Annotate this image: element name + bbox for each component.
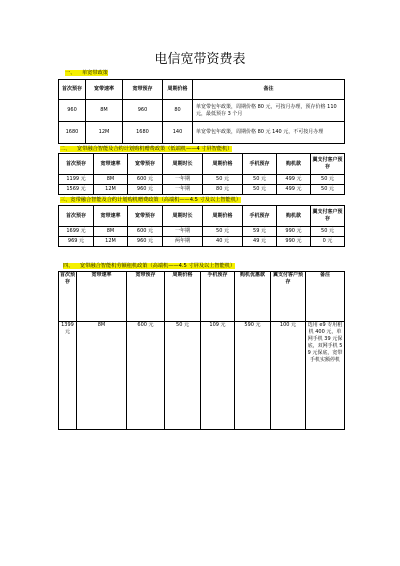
table-cell: 990 元 bbox=[277, 227, 311, 237]
section1-heading bbox=[65, 70, 108, 77]
header-cell: 首次预存 bbox=[59, 272, 77, 322]
header-cell: 首次预存 bbox=[59, 206, 94, 227]
table-header-row bbox=[59, 206, 345, 227]
header-cell: 翼支付客户预存 bbox=[271, 272, 306, 322]
table-row bbox=[59, 100, 345, 122]
header-cell: 宽带预存 bbox=[127, 272, 165, 322]
table-cell: 12M bbox=[94, 237, 128, 247]
header-cell: 翼支付客户预存 bbox=[311, 154, 345, 175]
section2-heading bbox=[60, 146, 232, 153]
header-cell: 首次预存 bbox=[59, 154, 94, 175]
table-cell: 两年期 bbox=[163, 237, 203, 247]
table-cell: 8M bbox=[77, 322, 127, 430]
section1-heading-text: 单宽带政策 bbox=[82, 70, 108, 76]
table-cell: 12M bbox=[86, 122, 123, 144]
header-cell: 首次预存 bbox=[59, 80, 86, 100]
table-cell: 1199 元 bbox=[59, 175, 94, 185]
header-cell: 手机预存 bbox=[243, 206, 277, 227]
table-cell: 960 元 bbox=[128, 237, 163, 247]
table-cell: 50 元 bbox=[311, 175, 345, 185]
header-cell: 备注 bbox=[306, 272, 345, 322]
table-row bbox=[59, 175, 345, 185]
table-cell: 50 元 bbox=[165, 322, 201, 430]
header-cell: 周期价格 bbox=[203, 154, 243, 175]
header-cell: 购机优惠款 bbox=[235, 272, 271, 322]
table-cell: 109 元 bbox=[201, 322, 235, 430]
table-cell: 1680 bbox=[123, 122, 163, 144]
section3-heading-text: 宽带融合智能及合约计划购机赠费政策（高端机——4.5 寸及以上智能机） bbox=[70, 197, 242, 203]
table-cell: 499 元 bbox=[277, 185, 311, 195]
table-row bbox=[59, 237, 345, 247]
header-cell: 手机预存 bbox=[243, 154, 277, 175]
table-cell: 一年期 bbox=[163, 175, 203, 185]
header-cell: 宽带预存 bbox=[128, 206, 163, 227]
table-cell: 990 元 bbox=[277, 237, 311, 247]
header-cell: 周期价格 bbox=[203, 206, 243, 227]
table-cell: 600 元 bbox=[128, 175, 163, 185]
table-row bbox=[59, 185, 345, 195]
header-cell: 宽带预存 bbox=[128, 154, 163, 175]
table-cell: 一年期 bbox=[163, 185, 203, 195]
section4-table bbox=[58, 271, 345, 430]
table-cell: 960 元 bbox=[128, 185, 163, 195]
table-cell: 50 元 bbox=[203, 175, 243, 185]
table-cell: 80 元 bbox=[203, 185, 243, 195]
section4-heading-num: 四、 bbox=[63, 263, 74, 269]
header-cell: 购机款 bbox=[277, 206, 311, 227]
section3-heading bbox=[60, 197, 241, 204]
table-cell: 1399 元 bbox=[59, 322, 77, 430]
section2-heading-num: 二、 bbox=[60, 146, 71, 152]
table-cell: 600 元 bbox=[127, 322, 165, 430]
table-header-row bbox=[59, 154, 345, 175]
table-cell: 0 元 bbox=[311, 237, 345, 247]
table-cell: 590 元 bbox=[235, 322, 271, 430]
header-cell: 宽带速率 bbox=[94, 206, 128, 227]
header-cell: 购机款 bbox=[277, 154, 311, 175]
table-cell: 50 元 bbox=[243, 175, 277, 185]
table-cell-note: 单宽带包年政策，周期价格 80 元，可按月办理，预存价格 110 元，最低预存 3 个月 bbox=[193, 100, 345, 122]
section1-table bbox=[58, 79, 345, 144]
section3-table bbox=[58, 205, 345, 247]
header-cell: 周期价格 bbox=[163, 80, 193, 100]
table-cell: 40 元 bbox=[203, 237, 243, 247]
table-cell: 969 元 bbox=[59, 237, 94, 247]
table-cell: 80 bbox=[163, 100, 193, 122]
table-cell: 50 元 bbox=[243, 185, 277, 195]
table-cell: 1699 元 bbox=[59, 227, 94, 237]
table-cell: 600 元 bbox=[128, 227, 163, 237]
table-cell: 960 bbox=[123, 100, 163, 122]
section2-table bbox=[58, 153, 345, 195]
table-cell: 50 元 bbox=[311, 227, 345, 237]
table-header-row bbox=[59, 80, 345, 100]
table-row bbox=[59, 322, 345, 430]
table-cell: 50 元 bbox=[311, 185, 345, 195]
section4-heading-text: 宽带融合智能机劳额租机政策（高端机——4.5 寸屏及以上智能机） bbox=[80, 263, 236, 269]
section4-heading bbox=[63, 263, 235, 270]
header-cell: 手机预存 bbox=[201, 272, 235, 322]
table-cell: 一年期 bbox=[163, 227, 203, 237]
section3-heading-num: 三、 bbox=[60, 197, 71, 203]
header-cell: 宽带速率 bbox=[77, 272, 127, 322]
table-cell: 1569 元 bbox=[59, 185, 94, 195]
header-cell: 周期时长 bbox=[163, 154, 203, 175]
table-cell: 49 元 bbox=[243, 237, 277, 247]
table-cell: 50 元 bbox=[203, 227, 243, 237]
header-cell: 周期价格 bbox=[165, 272, 201, 322]
table-cell: 960 bbox=[59, 100, 86, 122]
section2-heading-text: 宽带融合智能及合约计划购机赠费政策（低端机——4 寸屏智能机） bbox=[77, 146, 233, 152]
table-cell: 8M bbox=[86, 100, 123, 122]
table-cell: 12M bbox=[94, 185, 128, 195]
table-cell-note: 选用 e9 专用租机 400 元，单网手机 39 元保底，双网手机 59 元保底，宽带手机实额停机 bbox=[306, 322, 345, 430]
header-cell: 备注 bbox=[193, 80, 345, 100]
table-row bbox=[59, 227, 345, 237]
table-cell: 140 bbox=[163, 122, 193, 144]
header-cell: 宽带速率 bbox=[86, 80, 123, 100]
section1-heading-num: 一、 bbox=[65, 70, 76, 76]
header-cell: 周期时长 bbox=[163, 206, 203, 227]
table-row bbox=[59, 122, 345, 144]
table-cell-note: 单宽带包年政策，周期价格 80 元 140 元，不可按月办理 bbox=[193, 122, 345, 144]
table-cell: 8M bbox=[94, 175, 128, 185]
page-title: 电信宽带资费表 bbox=[154, 52, 246, 67]
table-cell: 1680 bbox=[59, 122, 86, 144]
header-cell: 宽带速率 bbox=[94, 154, 128, 175]
header-cell: 宽带预存 bbox=[123, 80, 163, 100]
table-header-row bbox=[59, 272, 345, 322]
table-cell: 8M bbox=[94, 227, 128, 237]
table-cell: 100 元 bbox=[271, 322, 306, 430]
table-cell: 59 元 bbox=[243, 227, 277, 237]
header-cell: 翼支付客户预存 bbox=[311, 206, 345, 227]
table-cell: 499 元 bbox=[277, 175, 311, 185]
